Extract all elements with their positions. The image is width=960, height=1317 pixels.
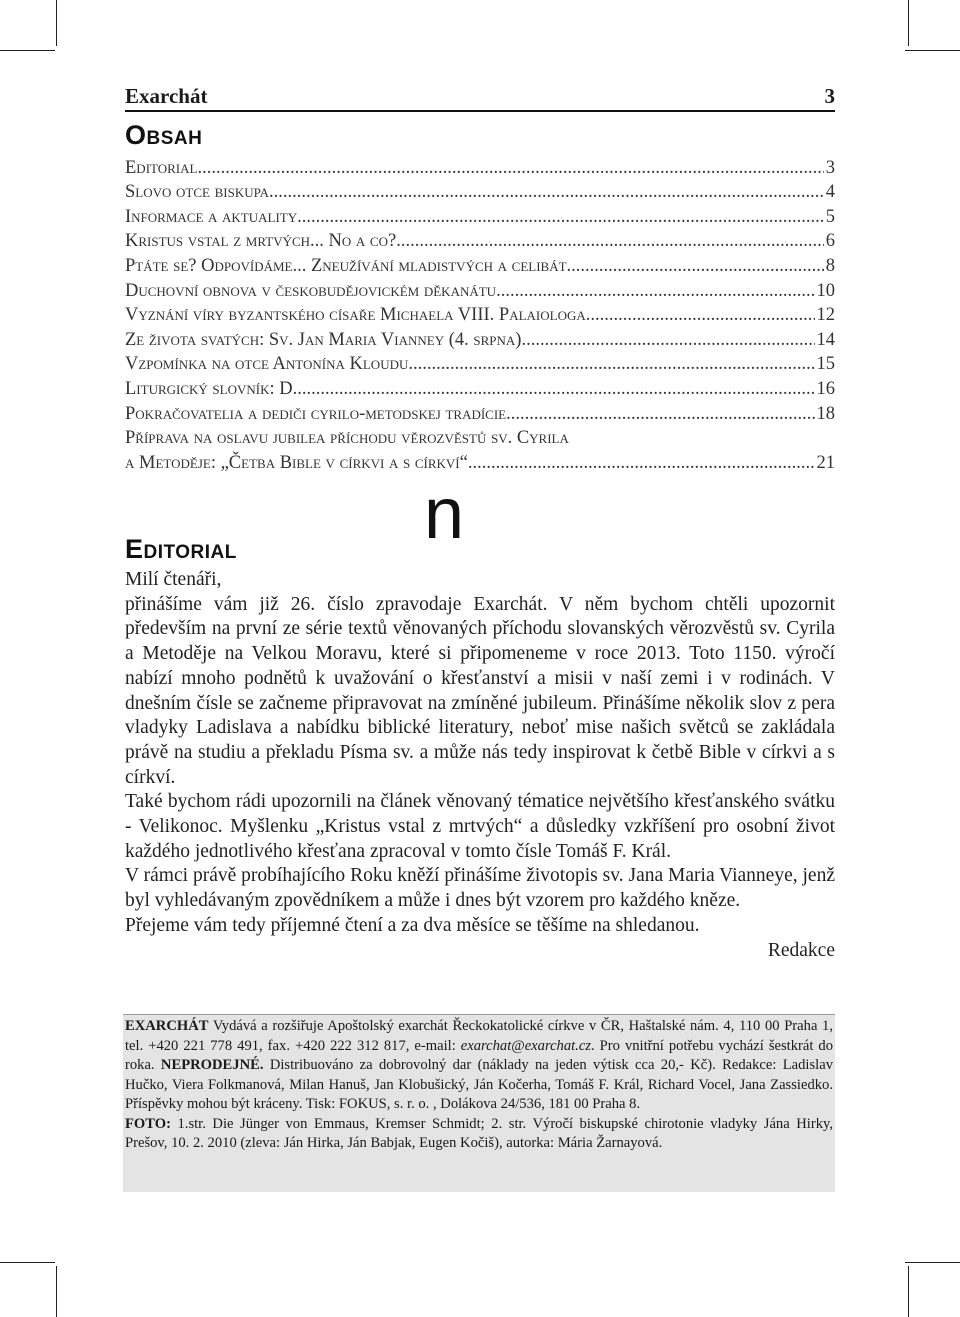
crop-mark bbox=[905, 50, 960, 51]
table-of-contents bbox=[125, 154, 835, 474]
toc-leader-dots bbox=[293, 379, 815, 400]
toc-item-title: Vyznání víry byzantského císaře Michaela VIII. Palaiologa bbox=[125, 305, 586, 326]
toc-leader-dots bbox=[521, 330, 814, 351]
toc-item-title: Informace a aktuality bbox=[125, 206, 298, 227]
imprint-box bbox=[123, 1014, 835, 1192]
toc-item-page: 4 bbox=[825, 182, 835, 203]
toc-item bbox=[125, 302, 835, 327]
crop-mark bbox=[905, 1262, 960, 1263]
toc-item bbox=[125, 228, 835, 253]
toc-item-page: 3 bbox=[825, 157, 835, 178]
toc-item bbox=[125, 179, 835, 204]
toc-title: Obsah bbox=[125, 120, 203, 150]
not-for-sale: NEPRODEJNÉ. bbox=[160, 1057, 264, 1073]
toc-item-page: 8 bbox=[825, 255, 835, 276]
editorial-body bbox=[125, 568, 835, 963]
photo-text: 1.str. Die Jünger von Emmaus, Kremser Schmidt; 2. str. Výročí biskupské chirotonie vladyky Jána Hirky, Prešov, 10. 2. 2010 (zleva: Ján Hirka, Ján Babjak, Eugen Kočiš), autorka: Mária Žarnayová. bbox=[125, 1115, 833, 1151]
editorial-title: Editorial bbox=[125, 534, 237, 564]
editorial-paragraph: V rámci právě probíhajícího Roku kněží přinášíme životopis sv. Jana Maria Vianneye, jenž byl vyhledávaným zpovědníkem a může i dnes být vzorem pro každého kněze. bbox=[125, 865, 835, 912]
imprint-credits: Distribuováno za dobrovolný dar (náklady na jeden výtisk cca 20,- Kč). Redakce: Ladislav Hučko, Viera Folkmanová, Milan Hanuš, Jan Klobušický, Ján Kočerha, Tomáš F. Král, Richard Vocel, Jana Zassiedko. Příspěvky mohou být kráceny. Tisk: FOKUS, s. r. o. , Dolákova 24/536, 181 00 Praha 8. bbox=[125, 1057, 833, 1112]
toc-leader-dots bbox=[586, 305, 815, 326]
toc-leader-dots bbox=[496, 281, 814, 302]
toc-leader-dots bbox=[396, 231, 824, 252]
toc-leader-dots bbox=[297, 207, 824, 228]
toc-item bbox=[125, 252, 835, 277]
crop-mark bbox=[0, 1262, 55, 1263]
imprint-text bbox=[125, 1017, 833, 1115]
photo-credits bbox=[125, 1115, 833, 1154]
toc-item-title: Slovo otce biskupa bbox=[125, 182, 270, 203]
editorial-paragraph: Také bychom rádi upozornili na článek věnovaný tématice největšího křesťanského svátku - Velikonoc. Myšlenku „Kristus vstal z mrtvých“ a důsledky vzkříšení pro osobní život každého jednotlivého křesťana zpracoval v tomto čísle Tomáš F. Král. bbox=[125, 791, 835, 862]
running-header bbox=[125, 82, 835, 112]
toc-leader-dots bbox=[468, 453, 815, 474]
toc-item-title: Duchovní obnova v českobudějovickém děkanátu bbox=[125, 280, 497, 301]
toc-item bbox=[125, 154, 835, 179]
page-number: 3 bbox=[824, 84, 835, 108]
toc-item bbox=[125, 449, 835, 474]
header-title: Exarchát bbox=[125, 84, 208, 108]
toc-item-title: Ptáte se? Odpovídáme... Zneužívání mladistvých a celibát bbox=[125, 255, 567, 276]
crop-mark bbox=[56, 0, 57, 46]
toc-item-page: 10 bbox=[816, 280, 835, 301]
toc-item-title: Vzpomínka na otce Antonína Kloudu bbox=[125, 354, 409, 375]
toc-item-title: Ze života svatých: Sv. Jan Maria Vianney (4. srpna) bbox=[125, 329, 522, 350]
imprint-email: exarchat@exarchat.cz bbox=[460, 1037, 592, 1054]
toc-item bbox=[125, 425, 835, 450]
toc-item bbox=[125, 351, 835, 376]
toc-item-title: Editorial bbox=[125, 157, 198, 178]
toc-item bbox=[125, 277, 835, 302]
photo-label: FOTO: bbox=[125, 1115, 171, 1132]
toc-item-title: Kristus vstal z mrtvých... No a co? bbox=[125, 231, 397, 252]
toc-item bbox=[125, 326, 835, 351]
decorative-letter: n bbox=[424, 474, 465, 554]
toc-item bbox=[125, 400, 835, 425]
toc-item-title: Liturgický slovník: D bbox=[125, 378, 293, 399]
toc-item-page: 21 bbox=[816, 452, 835, 473]
toc-leader-dots bbox=[408, 354, 814, 375]
crop-mark bbox=[56, 1266, 57, 1317]
toc-item bbox=[125, 375, 835, 400]
toc-item-page: 5 bbox=[825, 206, 835, 227]
toc-item bbox=[125, 203, 835, 228]
crop-mark bbox=[908, 1266, 909, 1317]
toc-item-page: 15 bbox=[816, 354, 835, 375]
toc-leader-dots bbox=[269, 182, 824, 203]
editorial-paragraph: Milí čtenáři, bbox=[125, 569, 222, 590]
toc-item-title: a Metoděje: „Četba Bible v církvi a s církví“ bbox=[125, 452, 468, 473]
toc-leader-dots bbox=[197, 158, 823, 179]
imprint-lead-text: Vydává a rozšiřuje Apoštolský exarchát Řeckokatolické církve v ČR, Haštalské nám. 4, 110 00 Praha 1, tel. +420 221 778 491, fax. +420 222 312 817, e-mail: bbox=[125, 1018, 833, 1054]
imprint-circulation: . Pro vnitřní potřebu vychází šestkrát do roka. bbox=[125, 1037, 833, 1073]
editorial-signature: Redakce bbox=[767, 939, 835, 961]
toc-leader-dots bbox=[567, 256, 824, 277]
imprint-lead: EXARCHÁT bbox=[125, 1018, 209, 1034]
toc-item-page: 18 bbox=[816, 403, 835, 424]
toc-item-page: 16 bbox=[816, 378, 835, 399]
toc-item-page: 6 bbox=[825, 231, 835, 252]
crop-mark bbox=[0, 50, 55, 51]
toc-item-page: 14 bbox=[816, 329, 835, 350]
toc-item-page: 12 bbox=[816, 305, 835, 326]
toc-item-title: Pokračovatelia a dediči cyrilo-metodskej tradície bbox=[125, 403, 507, 424]
editorial-paragraph: přinášíme vám již 26. číslo zpravodaje Exarchát. V něm bychom chtěli upozornit především na první ze série textů věnovaných příchodu slovanských věrozvěstů sv. Cyrila a Metoděje na Velkou Moravu, které si připomeneme v roce 2013. Toto 1150. výročí nabízí mnoho podnětů k uvažování o křesťanství a misii v naší zemi i v rodinách. V dnešním čísle se začneme připravovat na zmíněné jubileum. Přinášíme několik slov z pera vladyky Ladislava a nabídku biblické literatury, neboť mise našich světců se zakládala právě na studiu a překladu Písma sv. a může nás tedy inspirovat k četbě Bible v církvi a s církví. bbox=[125, 593, 835, 788]
editorial-paragraph: Přejeme vám tedy příjemné čtení a za dva měsíce se těšíme na shledanou. bbox=[125, 914, 700, 936]
toc-item-title: Příprava na oslavu jubilea příchodu věrozvěstů sv. Cyrila bbox=[125, 428, 569, 449]
crop-mark bbox=[908, 0, 909, 46]
toc-leader-dots bbox=[506, 404, 814, 425]
